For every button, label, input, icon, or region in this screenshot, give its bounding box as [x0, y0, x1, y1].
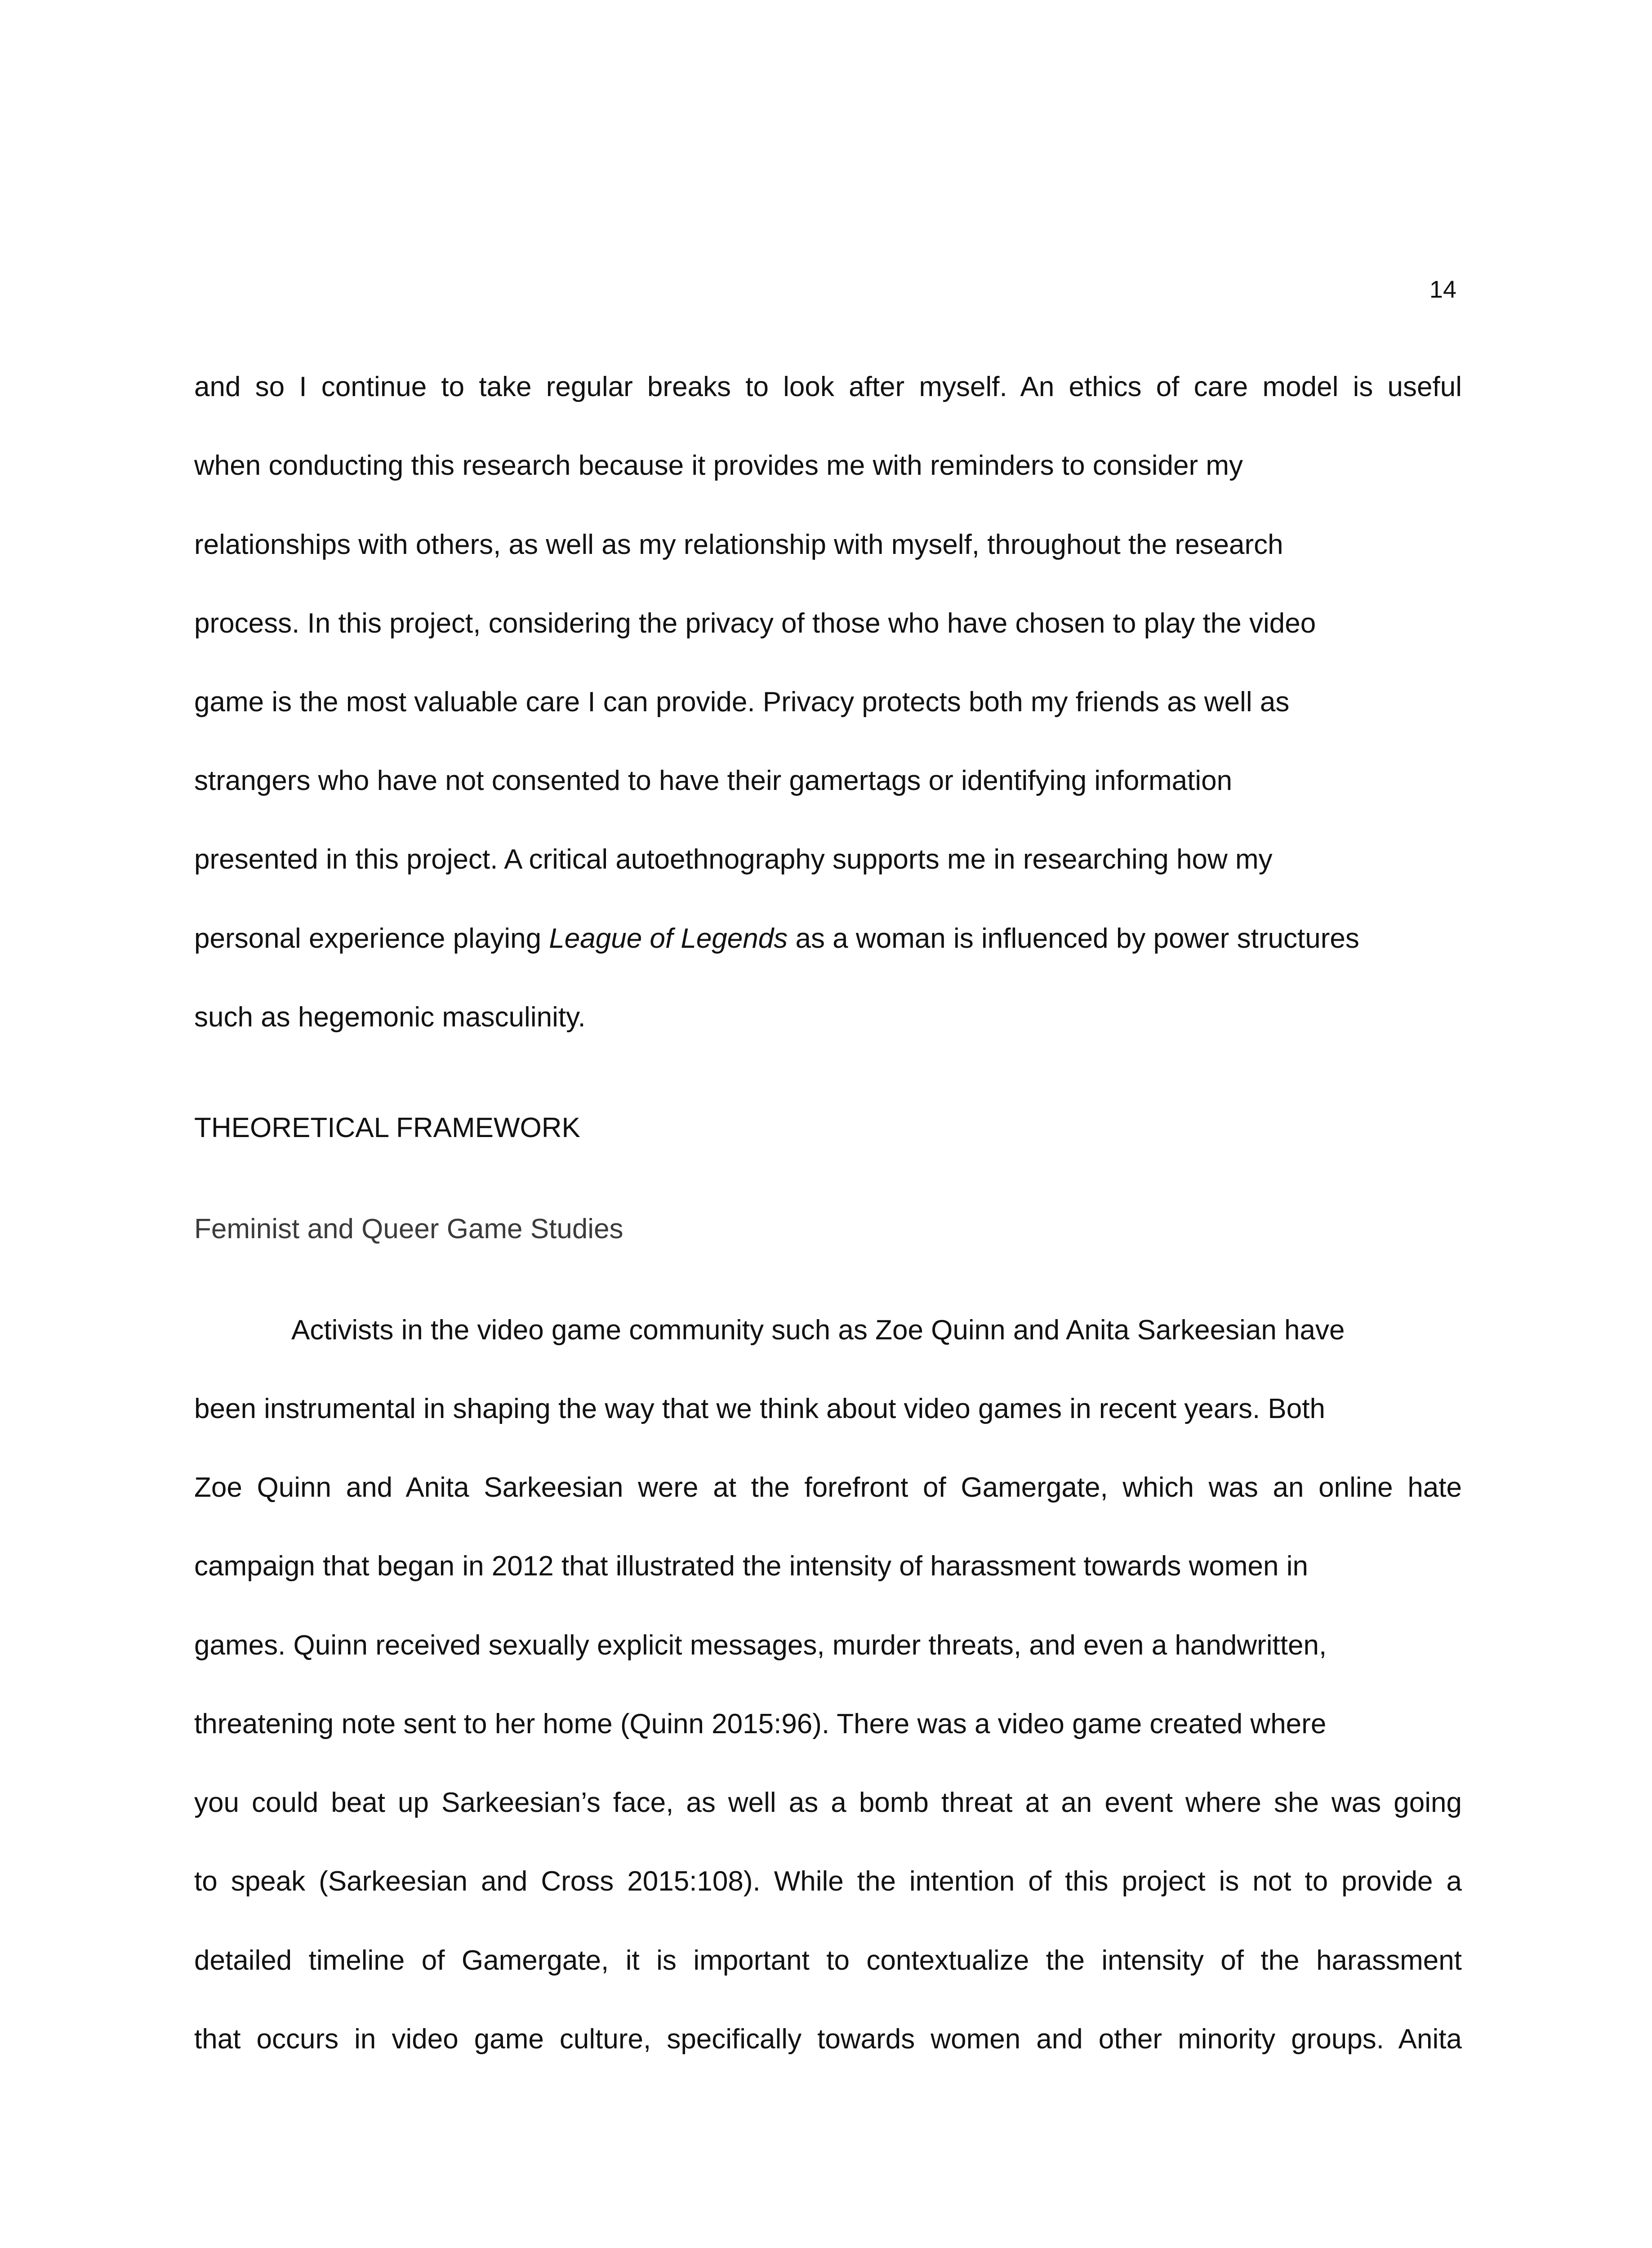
paragraph-line: you could beat up Sarkeesian’s face, as well as a bomb threat at an event where she was going: [194, 1787, 1462, 1818]
paragraph-line: that occurs in video game culture, specifically towards women and other minority groups. Anita: [194, 2024, 1462, 2055]
paragraph-line: games. Quinn received sexually explicit messages, murder threats, and even a handwritten,: [194, 1630, 1327, 1661]
page-number: 14: [1429, 276, 1456, 303]
paragraph-line: process. In this project, considering the privacy of those who have chosen to play the video: [194, 608, 1316, 639]
section-heading: THEORETICAL FRAMEWORK: [194, 1112, 580, 1143]
paragraph-line: Zoe Quinn and Anita Sarkeesian were at the forefront of Gamergate, which was an online hate: [194, 1472, 1462, 1503]
paragraph-line: strangers who have not consented to have their gamertags or identifying information: [194, 765, 1233, 796]
paragraph-line: [194, 922, 1462, 955]
paragraph-line: threatening note sent to her home (Quinn 2015:96). There was a video game created where: [194, 1708, 1327, 1740]
line-text-after-title: as a woman is influenced by power structures: [788, 923, 1359, 954]
paragraph-line: been instrumental in shaping the way that we think about video games in recent years. Both: [194, 1393, 1325, 1424]
paragraph-line: relationships with others, as well as my relationship with myself, throughout the research: [194, 529, 1283, 560]
paragraph-line: and so I continue to take regular breaks to look after myself. An ethics of care model is useful: [194, 371, 1462, 402]
paragraph-line: presented in this project. A critical autoethnography supports me in researching how my: [194, 844, 1273, 875]
paragraph-line: game is the most valuable care I can provide. Privacy protects both my friends as well as: [194, 687, 1290, 718]
line-text-before-title: personal experience playing: [194, 923, 549, 954]
paragraph-line: such as hegemonic masculinity.: [194, 1002, 586, 1033]
paragraph-line: detailed timeline of Gamergate, it is important to contextualize the intensity of the harassment: [194, 1945, 1462, 1976]
paragraph-line: to speak (Sarkeesian and Cross 2015:108). While the intention of this project is not to provide a: [194, 1866, 1462, 1897]
paragraph-line: campaign that began in 2012 that illustrated the intensity of harassment towards women in: [194, 1551, 1309, 1582]
paragraph-line: Activists in the video game community such as Zoe Quinn and Anita Sarkeesian have: [291, 1315, 1345, 1346]
paragraph-line: when conducting this research because it provides me with reminders to consider my: [194, 450, 1243, 481]
game-title-italic: League of Legends: [549, 923, 788, 954]
section-subheading: Feminist and Queer Game Studies: [194, 1213, 623, 1244]
